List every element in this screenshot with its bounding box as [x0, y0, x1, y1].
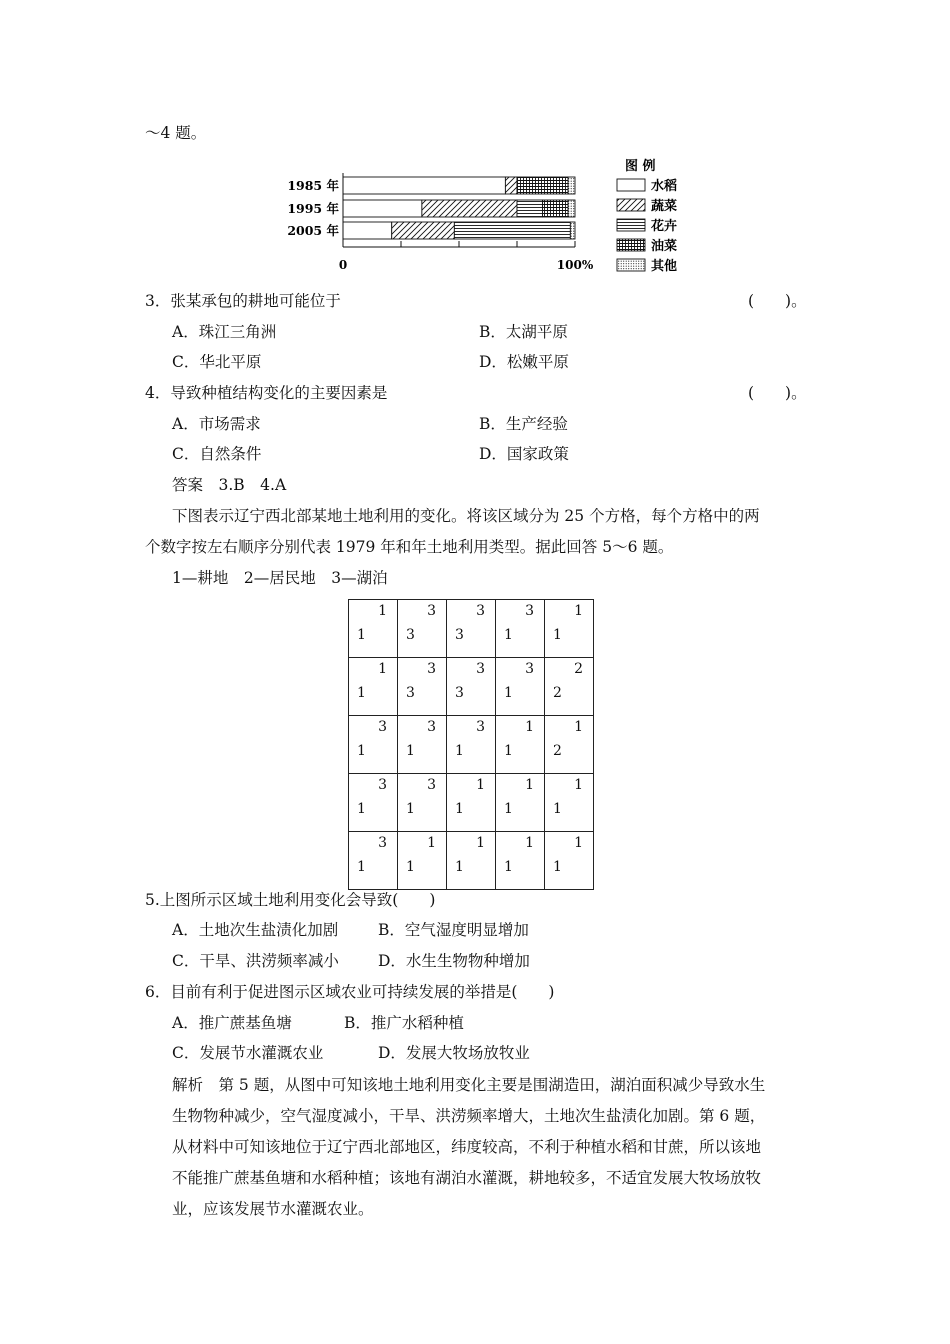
- x-tick-label-0: 0: [338, 258, 348, 272]
- grid-cell: [447, 774, 496, 832]
- grid-cell: [545, 658, 594, 716]
- grid-cell-value-1979: 3: [525, 661, 534, 677]
- q3-option-d: D．松嫩平原: [479, 353, 569, 371]
- grid-row: [349, 716, 594, 774]
- bar-flower-3: [454, 222, 570, 239]
- q5-option-b: B．空气湿度明显增加: [378, 921, 529, 939]
- grid-cell: [545, 832, 594, 890]
- legend-swatch-flower: [617, 219, 645, 231]
- grid-cell-value-later: 1: [406, 743, 415, 759]
- bar-other-1: [568, 177, 575, 194]
- q6-option-c: C．发展节水灌溉农业: [172, 1044, 324, 1062]
- passage-line-2: 个数字按左右顺序分别代表 1979 年和年土地利用类型。据此回答 5～6 题。: [145, 538, 674, 556]
- analysis-line-3: 从材料中可知该地位于辽宁西北部地区，纬度较高，不利于种植水稻和甘蔗，所以该地: [172, 1138, 762, 1156]
- q6-option-a: A．推广蔗基鱼塘: [172, 1014, 292, 1032]
- grid-cell-value-1979: 3: [476, 719, 485, 735]
- grid-cell-value-later: 1: [504, 743, 513, 759]
- grid-cell-value-later: 1: [357, 801, 366, 817]
- grid-cell-value-1979: 1: [476, 777, 485, 793]
- question-4-answer-blank: ( )。: [748, 384, 807, 402]
- grid-cell-value-1979: 1: [525, 719, 534, 735]
- grid-cell-value-1979: 1: [574, 835, 583, 851]
- q4-option-a: A．市场需求: [172, 415, 261, 433]
- grid-cell: [496, 774, 545, 832]
- land-use-key: 1—耕地 2—居民地 3—湖泊: [172, 569, 388, 587]
- grid-cell-value-later: 1: [504, 801, 513, 817]
- bar-rapeseed-1: [517, 177, 568, 194]
- legend-swatch-other: [617, 259, 645, 271]
- grid-cell: [398, 600, 447, 658]
- grid-cell: [496, 600, 545, 658]
- intro-tail: ～4 题。: [145, 124, 207, 142]
- grid-cell-value-1979: 1: [476, 835, 485, 851]
- grid-cell-value-1979: 3: [378, 777, 387, 793]
- grid-cell: [398, 832, 447, 890]
- grid-cell-value-1979: 3: [476, 603, 485, 619]
- grid-cell: [496, 716, 545, 774]
- analysis-line-1: 解析 第 5 题，从图中可知该地土地利用变化主要是围湖造田，湖泊面积减少导致水生: [172, 1076, 766, 1094]
- legend-swatch-rice: [617, 179, 645, 191]
- grid-cell: [545, 600, 594, 658]
- legend-label-rapeseed: 油菜: [651, 239, 678, 254]
- grid-cell-value-1979: 1: [427, 835, 436, 851]
- legend-swatch-vegetable: [617, 199, 645, 211]
- grid-row: [349, 658, 594, 716]
- grid-cell-value-later: 1: [504, 685, 513, 701]
- grid-cell: [545, 774, 594, 832]
- q3-option-c: C．华北平原: [172, 353, 262, 371]
- grid-cell-value-later: 3: [455, 627, 464, 643]
- grid-row: [349, 832, 594, 890]
- grid-cell-value-1979: 1: [574, 719, 583, 735]
- grid-cell: [398, 716, 447, 774]
- grid-cell: [349, 716, 398, 774]
- grid-cell-value-1979: 3: [427, 661, 436, 677]
- bar-vegetable-3: [392, 222, 455, 239]
- grid-cell: [349, 832, 398, 890]
- grid-cell: [398, 774, 447, 832]
- grid-cell-value-1979: 1: [525, 835, 534, 851]
- x-tick-label-100: 100%: [556, 258, 594, 272]
- grid-cell-value-later: 3: [455, 685, 464, 701]
- grid-cell-value-1979: 3: [378, 835, 387, 851]
- q5-option-a: A．土地次生盐渍化加剧: [172, 921, 339, 939]
- grid-cell-value-later: 2: [553, 743, 562, 759]
- bar-vegetable-2: [422, 200, 517, 217]
- grid-cell: [496, 832, 545, 890]
- q3-option-b: B．太湖平原: [479, 323, 568, 341]
- legend-label-other: 其他: [651, 259, 678, 274]
- passage-line-1: 下图表示辽宁西北部某地土地利用的变化。将该区域分为 25 个方格，每个方格中的两: [172, 507, 760, 525]
- chart-category-label: 1985 年: [287, 178, 339, 193]
- bar-vegetable-1: [505, 177, 517, 194]
- answer-line: 答案 3.B 4.A: [172, 476, 287, 494]
- grid-cell-value-1979: 1: [574, 603, 583, 619]
- grid-cell-value-1979: 1: [574, 777, 583, 793]
- legend-label-vegetable: 蔬菜: [651, 199, 678, 214]
- grid-cell-value-later: 1: [455, 859, 464, 875]
- legend-label-flower: 花卉: [651, 219, 678, 234]
- grid-cell-value-later: 2: [553, 685, 562, 701]
- analysis-line-4: 不能推广蔗基鱼塘和水稻种植；该地有湖泊水灌溉，耕地较多，不适宜发展大牧场放牧: [172, 1169, 762, 1187]
- q3-option-a: A．珠江三角洲: [172, 323, 277, 341]
- grid-cell-value-later: 1: [357, 859, 366, 875]
- grid-cell-value-later: 1: [357, 685, 366, 701]
- grid-cell: [349, 600, 398, 658]
- grid-cell-value-later: 1: [406, 859, 415, 875]
- grid-cell: [545, 716, 594, 774]
- grid-cell-value-1979: 2: [574, 661, 583, 677]
- grid-cell-value-later: 1: [357, 627, 366, 643]
- bar-rice-3: [343, 222, 392, 239]
- question-4: 4．导致种植结构变化的主要因素是: [145, 384, 388, 402]
- grid-cell-value-1979: 3: [476, 661, 485, 677]
- grid-cell: [496, 658, 545, 716]
- q6-option-d: D．发展大牧场放牧业: [378, 1044, 530, 1062]
- question-3-answer-blank: ( )。: [748, 292, 807, 310]
- chart-category-label: 2005 年: [287, 223, 339, 238]
- grid-cell-value-1979: 3: [525, 603, 534, 619]
- grid-cell-value-later: 1: [504, 859, 513, 875]
- grid-cell: [447, 600, 496, 658]
- q4-option-b: B．生产经验: [479, 415, 568, 433]
- grid-cell-value-1979: 1: [378, 603, 387, 619]
- grid-cell: [447, 716, 496, 774]
- chart-category-label: 1995 年: [287, 201, 339, 216]
- bar-rice-2: [343, 200, 422, 217]
- legend-label-rice: 水稻: [651, 179, 678, 194]
- grid-cell-value-later: 1: [553, 627, 562, 643]
- question-5: 5.上图所示区域土地利用变化会导致( ): [145, 891, 436, 909]
- q5-option-d: D．水生生物物种增加: [378, 952, 530, 970]
- question-3: 3．张某承包的耕地可能位于: [145, 292, 341, 310]
- bar-flower-2: [517, 200, 543, 217]
- legend-swatch-rapeseed: [617, 239, 645, 251]
- bar-other-2: [568, 200, 575, 217]
- grid-cell-value-later: 1: [455, 743, 464, 759]
- grid-cell-value-1979: 3: [427, 719, 436, 735]
- land-use-grid: [348, 599, 594, 890]
- bar-rice-1: [343, 177, 505, 194]
- legend-title: 图 例: [625, 159, 656, 174]
- grid-cell-value-later: 1: [357, 743, 366, 759]
- grid-cell-value-later: 1: [504, 627, 513, 643]
- grid-cell-value-later: 1: [553, 801, 562, 817]
- q5-option-c: C．干旱、洪涝频率减小: [172, 952, 339, 970]
- grid-cell-value-1979: 1: [525, 777, 534, 793]
- q4-option-c: C．自然条件: [172, 445, 262, 463]
- grid-row: [349, 774, 594, 832]
- grid-cell-value-1979: 3: [427, 603, 436, 619]
- grid-cell: [349, 774, 398, 832]
- crop-structure-chart: [285, 155, 705, 277]
- bar-other-3: [570, 222, 575, 239]
- grid-cell-value-later: 1: [406, 801, 415, 817]
- q6-option-b: B．推广水稻种植: [344, 1014, 464, 1032]
- bar-rapeseed-2: [543, 200, 569, 217]
- q4-option-d: D．国家政策: [479, 445, 569, 463]
- grid-cell: [349, 658, 398, 716]
- grid-cell-value-later: 3: [406, 627, 415, 643]
- grid-cell-value-1979: 1: [378, 661, 387, 677]
- grid-cell-value-later: 3: [406, 685, 415, 701]
- grid-cell-value-1979: 3: [427, 777, 436, 793]
- grid-cell-value-later: 1: [553, 859, 562, 875]
- grid-cell-value-1979: 3: [378, 719, 387, 735]
- grid-cell: [447, 832, 496, 890]
- analysis-line-2: 生物物种减少，空气湿度减小，干旱、洪涝频率增大，土地次生盐渍化加剧。第 6 题，: [172, 1107, 766, 1125]
- analysis-line-5: 业，应该发展节水灌溉农业。: [172, 1200, 374, 1218]
- question-6: 6．目前有利于促进图示区域农业可持续发展的举措是( ): [145, 983, 555, 1001]
- grid-cell-value-later: 1: [455, 801, 464, 817]
- grid-cell: [447, 658, 496, 716]
- grid-row: [349, 600, 594, 658]
- grid-cell: [398, 658, 447, 716]
